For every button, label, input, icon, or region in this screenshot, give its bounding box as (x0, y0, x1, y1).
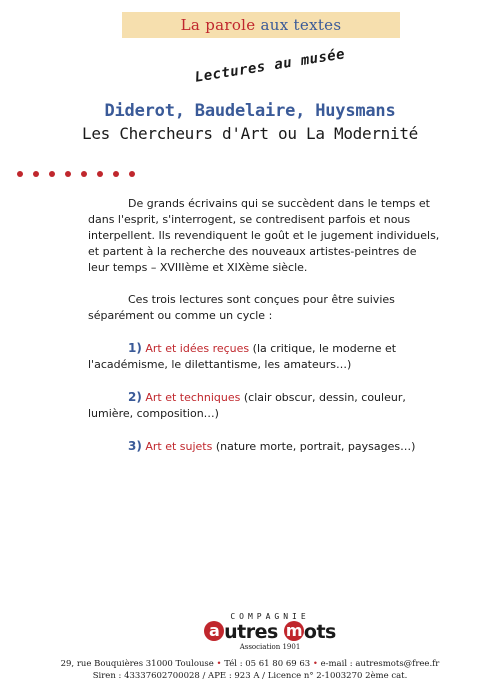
association-label: Association 1901 (239, 643, 301, 651)
intro-paragraph: De grands écrivains qui se succèdent dans le temps et dans l'esprit, s'interrogent, se contredisent parfois et nous interpellent. Ils revendiquent le goût et le jugement individuels, et partent à la recherche des nouveaux artistes-peintres de leur temps – XVIIIème et XIXème siècle. (88, 197, 440, 274)
address: 29, rue Bouquières 31000 Toulouse (60, 659, 214, 669)
divider-dot (17, 171, 23, 177)
footer (0, 612, 500, 682)
item-details: (clair obscur, dessin, couleur, lumière, composition…) (88, 391, 406, 420)
separator-dot: • (312, 659, 318, 669)
divider-dot (113, 171, 119, 177)
subtitle: Lectures au musée (193, 46, 347, 86)
reading-item-2 (88, 389, 440, 422)
logo-badge-a: a (204, 621, 224, 641)
divider-dot (33, 171, 39, 177)
company-logo (40, 621, 500, 643)
page-title: Les Chercheurs d'Art ou La Modernité (82, 124, 418, 143)
body-text (88, 196, 440, 455)
item-label: Art et idées reçues (145, 342, 250, 355)
company-label: COMPAGNIE (230, 612, 310, 621)
divider-dot (97, 171, 103, 177)
item-details: (la critique, le moderne et l'académisme, le dilettantisme, les amateurs…) (88, 342, 397, 371)
authors-heading: Diderot, Baudelaire, Huysmans (104, 101, 396, 121)
logo-word-part: utres (224, 621, 278, 643)
cycle-paragraph: Ces trois lectures sont conçues pour être suivies séparément ou comme un cycle : (88, 293, 395, 322)
divider-dot (81, 171, 87, 177)
dot-divider (17, 171, 135, 181)
logo-badge-m: m (285, 621, 302, 640)
email-link[interactable]: e-mail : autresmots@free.fr (320, 659, 440, 669)
logo-word-part: ots (303, 621, 336, 643)
separator-dot: • (216, 659, 222, 669)
item-label: Art et sujets (145, 440, 213, 453)
item-number: 2) (128, 390, 142, 404)
banner-text-part1: La parole (180, 16, 256, 34)
banner-text-part2: aux textes (260, 16, 342, 34)
header-banner (122, 12, 400, 38)
item-details: (nature morte, portrait, paysages…) (215, 440, 416, 453)
reading-item-1 (88, 340, 440, 373)
item-number: 1) (128, 341, 142, 355)
contact-line (0, 658, 500, 670)
reading-item-3 (88, 438, 440, 455)
divider-dot (49, 171, 55, 177)
phone: Tél : 05 61 80 69 63 (224, 659, 311, 669)
divider-dot (129, 171, 135, 177)
item-label: Art et techniques (145, 391, 241, 404)
item-number: 3) (128, 439, 142, 453)
siren-line: Siren : 43337602700028 / APE : 923 A / Licence n° 2-1003270 2ème cat. (92, 671, 408, 681)
divider-dot (65, 171, 71, 177)
